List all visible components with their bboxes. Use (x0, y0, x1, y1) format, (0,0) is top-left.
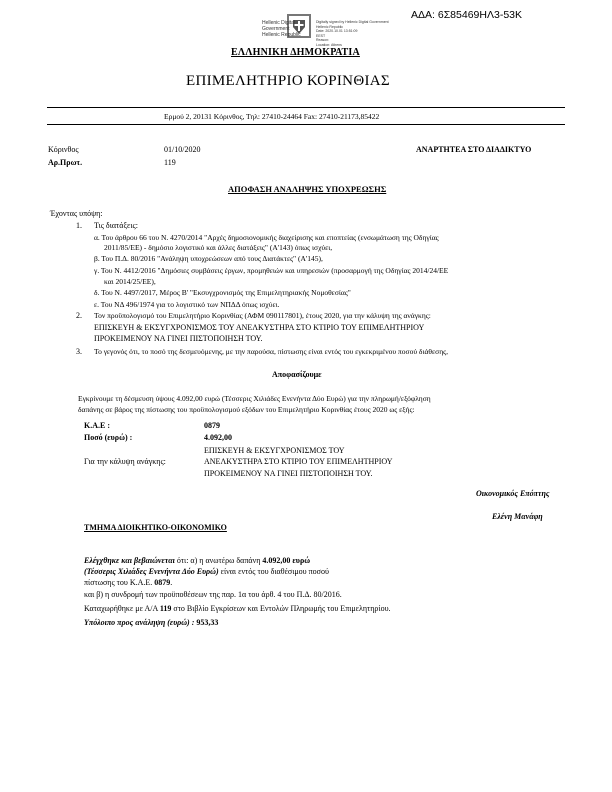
legal-basis-b: β. Του Π.Δ. 80/2016 "Ανάληψη υποχρεώσεων από τους Διατάκτες" (Α'145), (94, 254, 323, 263)
bottom-divider (47, 124, 565, 125)
chamber-address: Ερμού 2, 20131 Κόρινθος, Τηλ: 27410-24464 Fax: 27410-21173,85422 (164, 112, 380, 121)
item-1-number: 1. (76, 221, 82, 230)
verify-line-2: (Τέσσερις Χιλιάδες Ενενήντα Δύο Ευρώ) είναι εντός του διαθέσιμου ποσού (84, 567, 329, 576)
decision-heading: Αποφασίζουμε (272, 370, 322, 379)
need-label: Για την κάλυψη ανάγκης: (84, 457, 166, 466)
verify-line-1: Ελέγχθηκε και βεβαιώνεται ότι: α) η ανωτέρω δαπάνη 4.092,00 ευρώ (84, 556, 311, 565)
intro-text: Έχοντας υπόψη: (50, 209, 103, 218)
approval-line-1: Εγκρίνουμε τη δέσμευση ύψους 4.092,00 ευρώ (Τέσσερις Χιλιάδες Ενενήντα Δύο Ευρώ) για την πληρωμή/εξόφληση (78, 394, 431, 403)
place: Κόρινθος (48, 145, 79, 154)
legal-basis-c-cont: και 2014/25/ΕΕ), (104, 277, 156, 286)
verify-line-4: και β) η συνδρομή των προϋποθέσεων της παρ. 1α του άρθ. 4 του Π.Δ. 80/2016. (84, 590, 342, 599)
amount-value: 4.092,00 (204, 433, 232, 442)
need-line-2: ΑΝΕΛΚΥΣΤΗΡΑ ΣΤΟ ΚΤΙΡΙΟ ΤΟΥ ΕΠΙΜΕΛΗΤΗΡΙΟΥ (204, 457, 393, 466)
document-date: 01/10/2020 (164, 145, 201, 154)
approval-line-2: δαπάνης σε βάρος της πίστωσης του προϋπολογισμού εξόδων του Επιμελητήριο Κορινθίας έτους 2020 ως εξής: (78, 405, 415, 414)
legal-basis-c: γ. Του Ν. 4412/2016 "Δημόσιες συμβάσεις έργων, προμηθειών και υπηρεσιών (προσαρμογή της Οδηγίας 2014/24/ΕΕ (94, 266, 449, 275)
digital-signature-meta: Digitally signed by Hellenic Digital Government Hellenic Republic Date: 2020.10.01 13:51:09 EEST Reason: Location: Athens (316, 20, 389, 47)
item-2-need-2: ΠΡΟΚΕΙΜΕΝΟΥ ΝΑ ΓΙΝΕΙ ΠΙΣΤΟΠΟΙΗΣΗ ΤΟΥ. (94, 334, 263, 343)
need-line-1: ΕΠΙΣΚΕΥΗ & ΕΚΣΥΓΧΡΟΝΙΣΜΟΣ ΤΟΥ (204, 446, 345, 455)
posting-notice: ΑΝΑΡΤΗΤΕΑ ΣΤΟ ΔΙΑΔΙΚΤΥΟ (416, 145, 532, 154)
legal-basis-a-cont: 2011/85/ΕΕ) - δημόσιο λογιστικό και άλλες διατάξεις" (Α'143) όπως ισχύει, (104, 243, 333, 252)
legal-basis-e: ε. Του ΝΔ 496/1974 για το λογιστικό των ΝΠΔΔ όπως ισχύει. (94, 300, 280, 309)
document-title: ΑΠΟΦΑΣΗ ΑΝΑΛΗΨΗΣ ΥΠΟΧΡΕΩΣΗΣ (228, 184, 387, 194)
item-3-number: 3. (76, 347, 82, 356)
kae-value: 0879 (204, 421, 220, 430)
item-2-number: 2. (76, 311, 82, 320)
republic-heading: ΕΛΛΗΝΙΚΗ ΔΗΜΟΚΡΑΤΙΑ (231, 47, 360, 58)
signer-name: Ελένη Μανάφη (492, 512, 543, 521)
top-divider (47, 107, 565, 108)
amount-label: Ποσό (ευρώ) : (84, 433, 133, 442)
chamber-title: ΕΠΙΜΕΛΗΤΗΡΙΟ ΚΟΡΙΝΘΙΑΣ (186, 73, 390, 89)
legal-basis-a: α. Του άρθρου 66 του Ν. 4270/2014 "Αρχές δημοσιονομικής διαχείρισης και εποπτείας (ενσωμάτωση της Οδηγίας (94, 233, 439, 242)
registration-line: Καταχωρήθηκε με Α/Α 119 στο Βιβλίο Εγκρίσεων και Εντολών Πληρωμής του Επιμελητηρίου. (84, 604, 391, 613)
item-2-text: Τον προϋπολογισμό του Επιμελητήριο Κορινθίας (ΑΦΜ 090117801), έτους 2020, για την κάλυψη της ανάγκης: (94, 311, 431, 320)
item-1-text: Τις διατάξεις: (94, 221, 138, 230)
protocol-number: 119 (164, 158, 176, 167)
department-heading: ΤΜΗΜΑ ΔΙΟΙΚΗΤΙΚΟ-ΟΙΚΟΝΟΜΙΚΟ (84, 523, 227, 532)
signer-role: Οικονομικός Επόπτης (476, 489, 550, 498)
legal-basis-d: δ. Του Ν. 4497/2017, Μέρος Β' "Εκσυγχρονισμός της Επιμελητηριακής Νομοθεσίας" (94, 288, 351, 297)
item-2-need-1: ΕΠΙΣΚΕΥΗ & ΕΚΣΥΓΧΡΟΝΙΣΜΟΣ ΤΟΥ ΑΝΕΛΚΥΣΤΗΡΑ ΣΤΟ ΚΤΙΡΙΟ ΤΟΥ ΕΠΙΜΕΛΗΤΗΡΙΟΥ (94, 323, 425, 332)
need-line-3: ΠΡΟΚΕΙΜΕΝΟΥ ΝΑ ΓΙΝΕΙ ΠΙΣΤΟΠΟΙΗΣΗ ΤΟΥ. (204, 469, 373, 478)
digital-signature-label: Hellenic Digital Government Hellenic Republic (262, 20, 301, 38)
item-3-text: Το γεγονός ότι, το ποσό της δεσμευόμενης, με την παρούσα, πίστωσης είναι εντός του εγκεκριμένου ποσού διάθεσης, (94, 347, 448, 356)
kae-label: Κ.Α.Ε : (84, 421, 110, 430)
protocol-label: Αρ.Πρωτ. (48, 158, 83, 167)
verify-line-3: πίστωσης του Κ.Α.Ε. 0879. (84, 578, 173, 587)
remaining-balance: Υπόλοιπο προς ανάληψη (ευρώ) : 953,33 (84, 618, 219, 627)
ada-code: ΑΔΑ: 6Σ85469ΗΛ3-53Κ (411, 9, 522, 21)
